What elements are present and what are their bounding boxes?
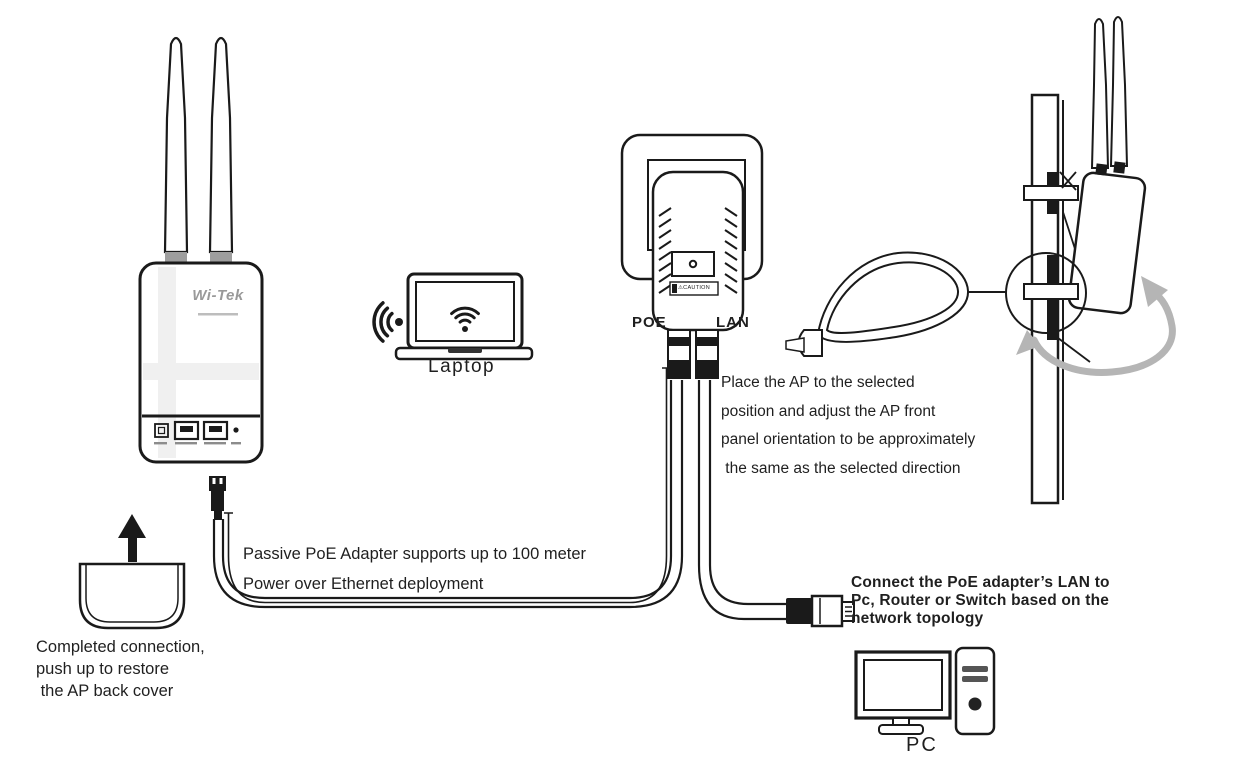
antenna-connector-band xyxy=(210,252,232,263)
tower-drive-slot xyxy=(962,666,988,672)
completed-note-line2: push up to restore xyxy=(36,660,169,678)
ap-side-antenna-right xyxy=(1111,17,1127,166)
monitor-screen xyxy=(864,660,942,710)
lan-port-label: LAN xyxy=(716,314,750,331)
brand-tagline-rule xyxy=(198,313,238,316)
tower-case xyxy=(956,648,994,734)
wireless-signal-icon xyxy=(374,303,403,341)
brand-logo: Wi-Tek xyxy=(192,287,244,304)
laptop-icon xyxy=(374,274,532,359)
antenna-mount-nub xyxy=(1095,163,1107,175)
tower-drive-slot xyxy=(962,676,988,682)
rj45-boot xyxy=(786,598,812,624)
pc-icon xyxy=(856,648,994,734)
poe-port-label: POE xyxy=(632,314,667,331)
laptop-hinge-notch xyxy=(448,348,482,353)
lan-poe-port-pins xyxy=(180,426,193,432)
tower-power-button xyxy=(969,698,982,711)
connect-lan-note-line3: network topology xyxy=(851,610,984,627)
reset-button-icon xyxy=(233,427,238,432)
antenna-mount-nub xyxy=(1113,161,1125,173)
adapter-led-window xyxy=(672,252,714,276)
push-up-arrow-icon xyxy=(118,514,146,538)
place-ap-note-line2: position and adjust the AP front xyxy=(721,403,936,420)
pole-clamp-bar-bottom xyxy=(1024,284,1078,299)
laptop-label: Laptop xyxy=(428,356,496,377)
ap-body-highlight-vertical xyxy=(158,267,176,458)
lan-port-pins xyxy=(209,426,222,432)
cable-boot xyxy=(211,491,224,511)
back-cover-inner-line xyxy=(86,564,178,622)
place-ap-note-line4: the same as the selected direction xyxy=(721,460,961,477)
poe-adapter xyxy=(622,135,762,378)
completed-note-line1: Completed connection, xyxy=(36,638,205,656)
monitor-neck xyxy=(893,718,909,725)
cable-tie-icon xyxy=(786,253,968,356)
ap-side-body xyxy=(1068,172,1146,315)
passive-poe-note-line2: Power over Ethernet deployment xyxy=(243,575,484,593)
connect-lan-note-line2: Pc, Router or Switch based on the xyxy=(851,592,1110,609)
ap-body-highlight-horizontal xyxy=(143,363,259,380)
laptop-screen xyxy=(416,282,514,341)
lan-plug xyxy=(696,330,718,378)
completed-note-line3: the AP back cover xyxy=(36,682,174,700)
connect-lan-note-line1: Connect the PoE adapter’s LAN to xyxy=(851,574,1110,591)
caution-label: ⚠CAUTION xyxy=(677,285,711,291)
rj45-connector-to-ap xyxy=(209,476,226,491)
ap-side-antenna-left xyxy=(1092,19,1108,168)
ap-antenna-right xyxy=(210,38,232,252)
place-ap-note-line3: panel orientation to be approximately xyxy=(721,431,976,448)
pole-clamp-bar-top xyxy=(1024,186,1078,200)
monitor-stand xyxy=(879,725,923,734)
passive-poe-note-line1: Passive PoE Adapter supports up to 100 meter xyxy=(243,545,587,563)
pc-label: PC xyxy=(906,734,938,756)
ap-antenna-left xyxy=(165,38,187,252)
poe-plug xyxy=(668,330,690,378)
antenna-connector-band xyxy=(165,252,187,263)
place-ap-note-line1: Place the AP to the selected xyxy=(721,374,915,391)
outdoor-ap-front xyxy=(140,38,262,462)
ap-back-cover xyxy=(80,514,184,628)
rj45-plug xyxy=(812,596,842,626)
